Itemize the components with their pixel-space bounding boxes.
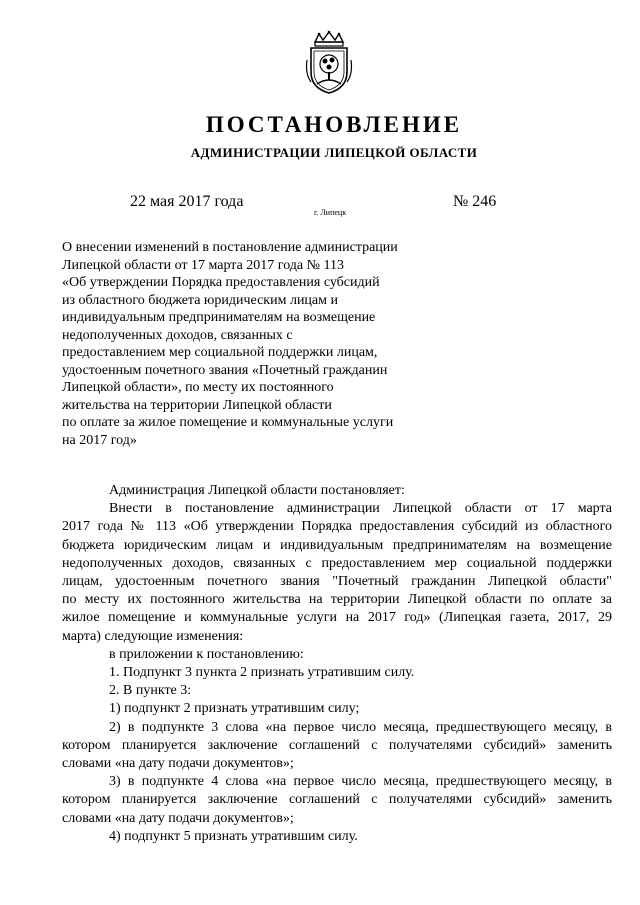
resolution-heading: [62, 239, 482, 449]
document-city: г. Липецк: [314, 208, 347, 217]
body-line: жилое помещение и коммунальные услуги на 2017 год» (Липецкая газета, 2017, 29: [62, 610, 612, 626]
body-line: лицам, удостоенным почетного звания "Почетный гражданин Липецкой области": [62, 574, 612, 590]
heading-line: по оплате за жилое помещение и коммунальные услуги: [62, 415, 394, 430]
document-date: 22 мая 2017 года: [130, 193, 244, 210]
body-line: марта) следующие изменения:: [62, 628, 244, 644]
body-line: 2. В пункте 3:: [109, 683, 192, 699]
heading-line: предоставлением мер социальной поддержки лицам,: [62, 345, 378, 360]
body-line: 2017 года № 113 «Об утверждении Порядка предоставления субсидий из областного: [62, 519, 612, 535]
heading-line: недополученных доходов, связанных с: [62, 327, 293, 343]
heading-line: жительства на территории Липецкой области: [62, 397, 332, 413]
body-line: в приложении к постановлению:: [109, 646, 304, 662]
document-title: ПОСТАНОВЛЕНИЕ: [205, 112, 463, 137]
heading-line: удостоенным почетного звания «Почетный гражданин: [62, 362, 388, 378]
heading-line: индивидуальным предпринимателям на возмещение: [62, 310, 376, 325]
document-number: № 246: [453, 193, 497, 210]
heading-line: «Об утверждении Порядка предоставления субсидий: [62, 275, 380, 290]
heading-line: О внесении изменений в постановление администрации: [62, 240, 398, 255]
body-line: словами «на дату подачи документов»;: [62, 810, 294, 826]
body-line: Внести в постановление администрации Липецкой области от 17 марта: [109, 501, 612, 517]
body-line: 3) в подпункте 4 слова «на первое число месяца, предшествующего месяцу, в: [109, 774, 612, 790]
body-line: котором планируется заключение соглашений с получателями субсидий» заменить: [62, 792, 612, 808]
body-line: по месту их постоянного жительства на территории Липецкой области по оплате за: [62, 592, 612, 608]
heading-line: Липецкой области от 17 марта 2017 года № 113: [62, 257, 344, 273]
body-line: Администрация Липецкой области постановляет:: [109, 483, 405, 498]
body-line: 1. Подпункт 3 пункта 2 признать утратившим силу.: [109, 665, 415, 681]
document-subtitle: АДМИНИСТРАЦИИ ЛИПЕЦКОЙ ОБЛАСТИ: [190, 145, 478, 160]
heading-line: из областного бюджета юридическим лицам и: [62, 292, 338, 308]
body-line: 1) подпункт 2 признать утратившим силу;: [109, 701, 360, 717]
body-line: недополученных доходов, связанных с предоставлением мер социальной поддержки: [62, 555, 612, 571]
body-line: бюджета юридическим лицам и индивидуальным предпринимателям на возмещение: [62, 537, 612, 553]
heading-line: на 2017 год»: [62, 432, 137, 448]
body-line: 2) в подпункте 3 слова «на первое число месяца, предшествующего месяцу, в: [109, 719, 612, 735]
coat-of-arms-icon: [305, 30, 353, 96]
resolution-body: [62, 482, 612, 846]
heading-line: Липецкой области», по месту их постоянного: [62, 380, 334, 395]
body-line: словами «на дату подачи документов»;: [62, 756, 294, 772]
body-line: котором планируется заключение соглашений с получателями субсидий» заменить: [62, 737, 612, 753]
body-line: 4) подпункт 5 признать утратившим силу.: [109, 828, 358, 844]
